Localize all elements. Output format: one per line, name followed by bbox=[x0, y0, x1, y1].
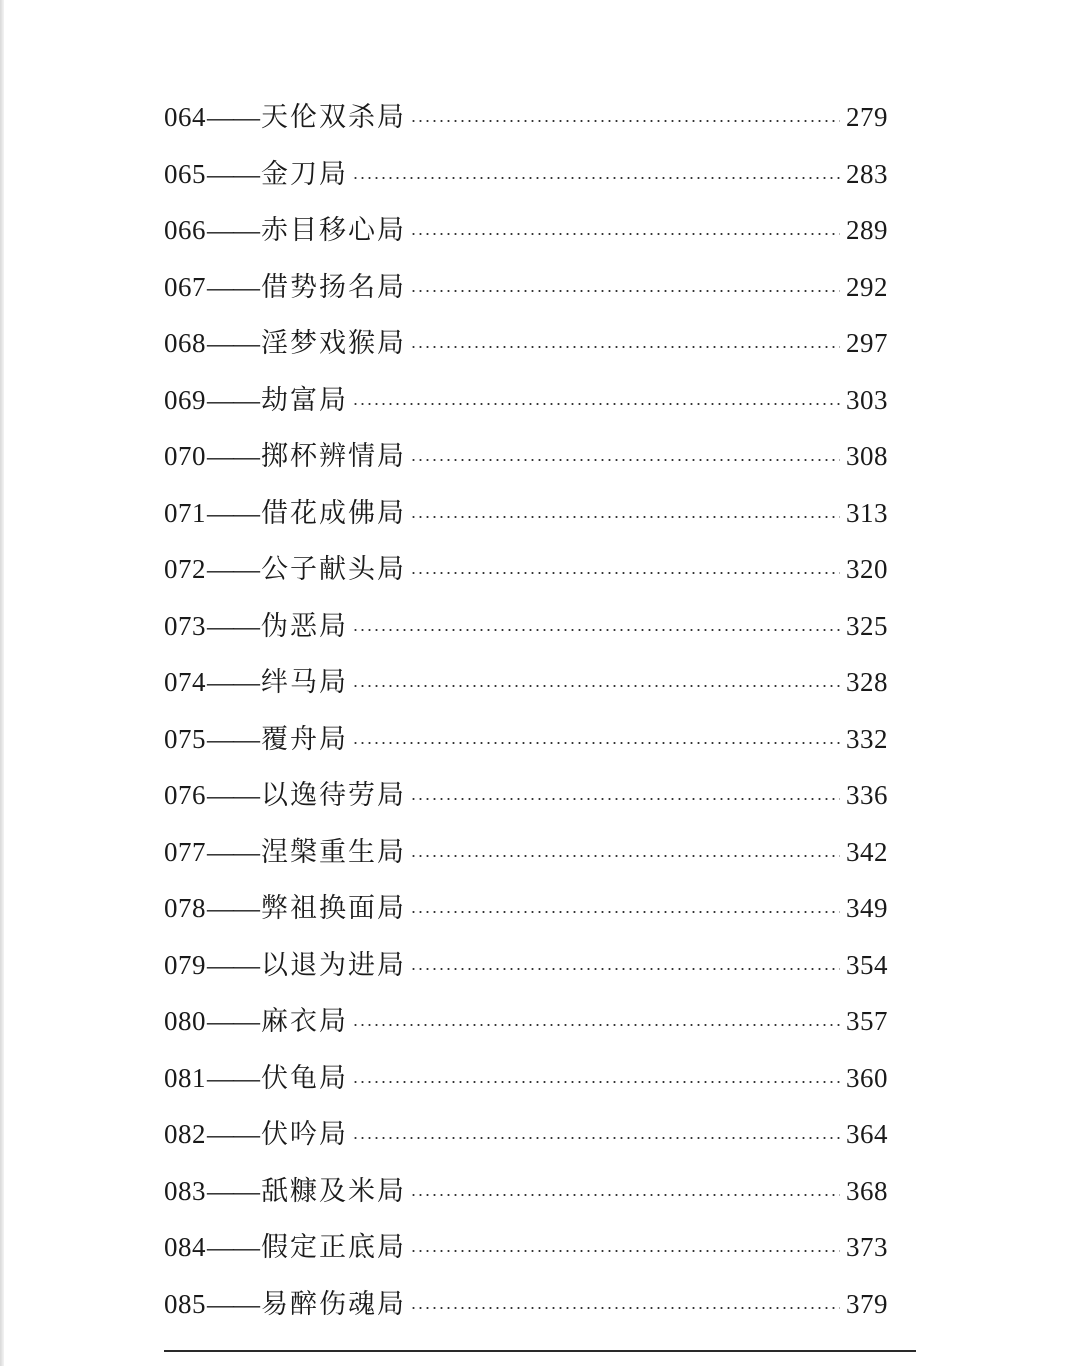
toc-entry-title: 弊祖换面局 bbox=[261, 893, 406, 924]
toc-entry bbox=[164, 146, 888, 203]
toc-dot-leader bbox=[410, 459, 840, 461]
toc-entry bbox=[164, 428, 888, 485]
toc-entry bbox=[164, 202, 888, 259]
page-left-edge bbox=[0, 0, 4, 1366]
toc-entry-title: 舐糠及米局 bbox=[261, 1175, 406, 1207]
toc-entry-title: 伏吟局 bbox=[261, 1119, 348, 1150]
toc-entry-title: 覆舟局 bbox=[261, 723, 348, 755]
toc-entry-number: 067 bbox=[164, 271, 206, 302]
toc-entry-number: 079 bbox=[164, 949, 206, 980]
toc-entry-page-number: 349 bbox=[846, 893, 888, 923]
toc-entry-page-number: 325 bbox=[846, 610, 888, 641]
toc-entry-dash: —— bbox=[207, 497, 259, 528]
toc-dot-leader bbox=[352, 742, 840, 744]
toc-entry-dash: —— bbox=[207, 215, 259, 245]
toc-dot-leader bbox=[410, 911, 840, 913]
toc-entry-page-number: 320 bbox=[846, 554, 888, 584]
toc-entry-number: 081 bbox=[164, 1062, 206, 1093]
toc-entry-title: 假定正底局 bbox=[261, 1232, 406, 1263]
toc-entry-page-number: 364 bbox=[846, 1119, 888, 1149]
toc-entry-dash: —— bbox=[207, 271, 259, 302]
toc-entry-page-number: 354 bbox=[846, 949, 888, 980]
toc-entry bbox=[164, 598, 888, 655]
toc-dot-leader bbox=[410, 798, 840, 800]
toc-dot-leader bbox=[352, 1024, 840, 1026]
toc-dot-leader bbox=[410, 120, 840, 122]
toc-entry-page-number: 357 bbox=[846, 1006, 888, 1036]
toc-entry-dash: —— bbox=[207, 1119, 259, 1149]
toc-dot-leader bbox=[352, 177, 840, 179]
toc-entry bbox=[164, 993, 888, 1050]
toc-entry-number: 068 bbox=[164, 328, 206, 358]
toc-dot-leader bbox=[410, 855, 840, 857]
toc-dot-leader bbox=[352, 685, 840, 687]
toc-entry-number: 070 bbox=[164, 441, 206, 471]
toc-entry-page-number: 297 bbox=[846, 328, 888, 358]
toc-entry bbox=[164, 315, 888, 372]
toc-entry-page-number: 279 bbox=[846, 102, 888, 132]
toc-entry-dash: —— bbox=[207, 1232, 259, 1262]
toc-entry-page-number: 292 bbox=[846, 271, 888, 302]
table-of-contents bbox=[164, 89, 888, 1332]
toc-entry-dash: —— bbox=[207, 723, 259, 754]
bottom-rule bbox=[164, 1350, 916, 1352]
toc-entry-title: 公子献头局 bbox=[261, 554, 406, 585]
toc-entry-page-number: 379 bbox=[846, 1288, 888, 1319]
toc-entry-page-number: 360 bbox=[846, 1062, 888, 1093]
toc-entry bbox=[164, 1050, 888, 1107]
toc-entry-title: 伏龟局 bbox=[261, 1062, 348, 1094]
toc-entry-title: 以退为进局 bbox=[261, 949, 406, 981]
toc-entry bbox=[164, 372, 888, 429]
toc-entry-dash: —— bbox=[207, 441, 259, 471]
toc-entry-dash: —— bbox=[207, 554, 259, 584]
toc-entry-number: 069 bbox=[164, 384, 206, 415]
toc-entry-title: 淫梦戏猴局 bbox=[261, 328, 406, 359]
toc-entry-title: 易醉伤魂局 bbox=[261, 1288, 406, 1320]
toc-entry bbox=[164, 880, 888, 937]
toc-entry bbox=[164, 937, 888, 994]
toc-entry bbox=[164, 259, 888, 316]
toc-entry-page-number: 303 bbox=[846, 384, 888, 415]
toc-entry bbox=[164, 541, 888, 598]
toc-entry-page-number: 336 bbox=[846, 780, 888, 810]
toc-entry-number: 083 bbox=[164, 1175, 206, 1206]
toc-entry-dash: —— bbox=[207, 102, 259, 132]
toc-dot-leader bbox=[410, 516, 840, 518]
toc-entry-number: 076 bbox=[164, 780, 206, 810]
toc-entry-dash: —— bbox=[207, 667, 259, 697]
toc-entry bbox=[164, 1219, 888, 1276]
toc-entry-number: 072 bbox=[164, 554, 206, 584]
toc-dot-leader bbox=[410, 572, 840, 574]
toc-entry-number: 082 bbox=[164, 1119, 206, 1149]
toc-entry-page-number: 328 bbox=[846, 667, 888, 697]
toc-entry-dash: —— bbox=[207, 1288, 259, 1319]
toc-entry bbox=[164, 767, 888, 824]
toc-entry-title: 绊马局 bbox=[261, 667, 348, 698]
toc-entry-title: 金刀局 bbox=[261, 158, 348, 190]
toc-dot-leader bbox=[352, 1081, 840, 1083]
toc-entry-title: 赤目移心局 bbox=[261, 215, 406, 246]
toc-dot-leader bbox=[410, 233, 840, 235]
toc-dot-leader bbox=[410, 1194, 840, 1196]
toc-dot-leader bbox=[352, 1137, 840, 1139]
toc-entry-number: 074 bbox=[164, 667, 206, 697]
toc-entry-dash: —— bbox=[207, 836, 259, 867]
toc-entry-page-number: 342 bbox=[846, 836, 888, 867]
toc-entry bbox=[164, 89, 888, 146]
toc-entry bbox=[164, 1163, 888, 1220]
toc-dot-leader bbox=[352, 629, 840, 631]
toc-dot-leader bbox=[352, 403, 840, 405]
toc-entry-number: 064 bbox=[164, 102, 206, 132]
toc-entry-dash: —— bbox=[207, 1062, 259, 1093]
toc-entry-page-number: 373 bbox=[846, 1232, 888, 1262]
toc-dot-leader bbox=[410, 968, 840, 970]
toc-entry-page-number: 368 bbox=[846, 1175, 888, 1206]
toc-entry-number: 078 bbox=[164, 893, 206, 923]
toc-entry-number: 065 bbox=[164, 158, 206, 189]
toc-entry-number: 071 bbox=[164, 497, 206, 528]
toc-entry-dash: —— bbox=[207, 1175, 259, 1206]
toc-entry bbox=[164, 485, 888, 542]
toc-entry-number: 085 bbox=[164, 1288, 206, 1319]
toc-entry-number: 080 bbox=[164, 1006, 206, 1036]
toc-dot-leader bbox=[410, 1307, 840, 1309]
toc-entry-dash: —— bbox=[207, 893, 259, 923]
toc-entry-title: 麻衣局 bbox=[261, 1006, 348, 1037]
toc-entry-title: 伪恶局 bbox=[261, 610, 348, 642]
toc-entry-dash: —— bbox=[207, 384, 259, 415]
toc-dot-leader bbox=[410, 346, 840, 348]
toc-entry-title: 劫富局 bbox=[261, 384, 348, 416]
toc-entry-number: 073 bbox=[164, 610, 206, 641]
toc-entry-number: 066 bbox=[164, 215, 206, 245]
toc-entry bbox=[164, 711, 888, 768]
toc-entry-number: 075 bbox=[164, 723, 206, 754]
toc-entry-title: 涅槃重生局 bbox=[261, 836, 406, 868]
toc-entry-dash: —— bbox=[207, 1006, 259, 1036]
toc-entry-page-number: 283 bbox=[846, 158, 888, 189]
toc-dot-leader bbox=[410, 290, 840, 292]
toc-entry bbox=[164, 824, 888, 881]
toc-entry-dash: —— bbox=[207, 610, 259, 641]
toc-entry-title: 借势扬名局 bbox=[261, 271, 406, 303]
toc-entry-dash: —— bbox=[207, 949, 259, 980]
toc-entry-page-number: 308 bbox=[846, 441, 888, 471]
toc-entry bbox=[164, 1276, 888, 1333]
toc-dot-leader bbox=[410, 1250, 840, 1252]
toc-entry-page-number: 313 bbox=[846, 497, 888, 528]
toc-entry-title: 掷杯辨情局 bbox=[261, 441, 406, 472]
toc-entry-page-number: 289 bbox=[846, 215, 888, 245]
toc-entry-dash: —— bbox=[207, 328, 259, 358]
toc-entry-title: 借花成佛局 bbox=[261, 497, 406, 529]
toc-entry bbox=[164, 654, 888, 711]
toc-entry-title: 以逸待劳局 bbox=[261, 780, 406, 811]
toc-entry-dash: —— bbox=[207, 158, 259, 189]
toc-entry bbox=[164, 1106, 888, 1163]
toc-entry-page-number: 332 bbox=[846, 723, 888, 754]
toc-entry-number: 084 bbox=[164, 1232, 206, 1262]
toc-entry-title: 天伦双杀局 bbox=[261, 102, 406, 133]
toc-entry-number: 077 bbox=[164, 836, 206, 867]
toc-entry-dash: —— bbox=[207, 780, 259, 810]
